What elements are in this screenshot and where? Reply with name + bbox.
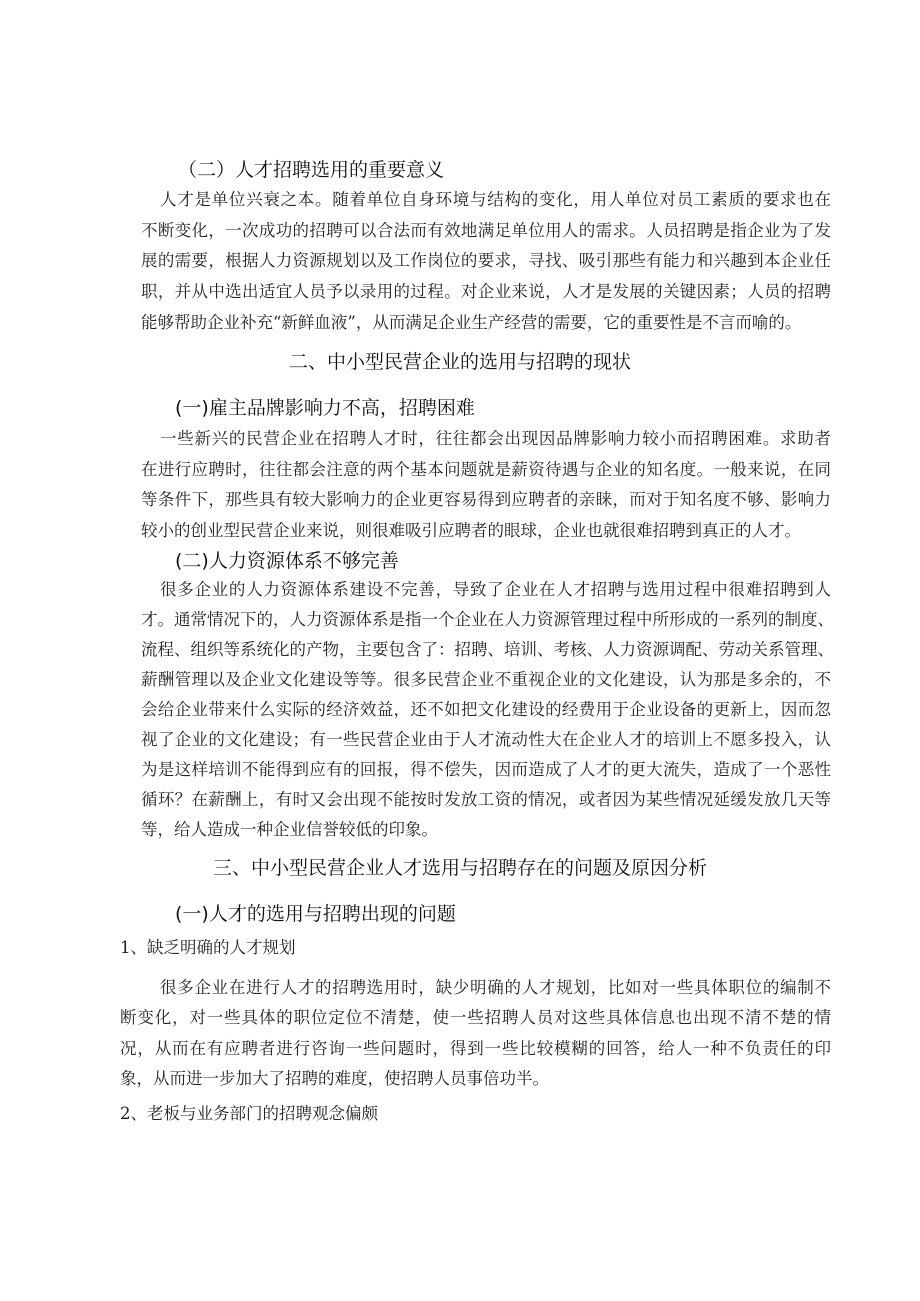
text-line: 循环？在薪酬上，有时又会出现不能按时发放工资的情况，或者因为某些情况延缓发放几天等 bbox=[141, 790, 831, 809]
paragraph bbox=[141, 424, 831, 547]
text-line: 为是这样培训不能得到应有的回报，得不偿失，因而造成了人才的更大流失，造成了一个恶性 bbox=[141, 760, 831, 779]
text-line: 展的需要，根据人力资源规划以及工作岗位的要求，寻找、吸引那些有能力和兴趣到本企业任 bbox=[141, 251, 831, 271]
text-line: 流程、组织等系统化的产物，主要包含了：招聘、培训、考核、人力资源调配、劳动关系管理、 bbox=[141, 640, 834, 659]
text-line: 等，给人造成一种企业信誉较低的印象。 bbox=[141, 820, 438, 839]
text-line: 人才是单位兴衰之本。随着单位自身环境与结构的变化，用人单位对员工素质的要求也在 bbox=[160, 190, 831, 209]
text-line: 一些新兴的民营企业在招聘人才时，往往都会出现因品牌影响力较小而招聘困难。求助者 bbox=[160, 429, 831, 448]
text-line: 况，从而在有应聘者进行咨询一些问题时，得到一些比较模糊的回答，给人一种不负责任的印 bbox=[120, 1038, 831, 1058]
text-line: 薪酬管理以及企业文化建设等等。很多民营企业不重视企业的文化建设，认为那是多余的，不 bbox=[141, 670, 831, 689]
section-heading: 二、中小型民营企业的选用与招聘的现状 bbox=[288, 351, 631, 373]
text-line: 很多企业在进行人才的招聘选用时，缺少明确的人才规划，比如对一些具体职位的编制不 bbox=[160, 978, 831, 997]
text-line: 断变化，对一些具体的职位定位不清楚，使一些招聘人员对这些具体信息也出现不清不楚的情 bbox=[120, 1008, 831, 1028]
text-line: 等条件下，那些具有较大影响力的企业更容易得到应聘者的亲睐，而对于知名度不够、影响力 bbox=[141, 490, 831, 510]
paragraph bbox=[120, 973, 831, 1094]
text-line: 较小的创业型民营企业来说，则很难吸引应聘者的眼球，企业也就很难招聘到真正的人才。 bbox=[141, 521, 801, 541]
subsection-heading: (一)雇主品牌影响力不高，招聘困难 bbox=[175, 397, 475, 419]
text-line: 会给企业带来什么实际的经济效益，还不如把文化建设的经费用于企业设备的更新上，因而忽 bbox=[141, 700, 831, 719]
text-line: 在进行应聘时，往往都会注意的两个基本问题就是薪资待遇与企业的知名度。一般来说，在同 bbox=[141, 459, 831, 479]
subsection-heading: (一)人才的选用与招聘出现的问题 bbox=[175, 903, 456, 925]
text-line: 能够帮助企业补充“新鲜血液”，从而满足企业生产经营的需要，它的重要性是不言而喻的。 bbox=[141, 312, 802, 332]
text-line: 很多企业的人力资源体系建设不完善，导致了企业在人才招聘与选用过程中很难招聘到人 bbox=[160, 580, 831, 599]
list-item-heading: 2、老板与业务部门的招聘观念偏颇 bbox=[120, 1104, 378, 1123]
text-line: 才。通常情况下的，人力资源体系是指一个企业在人力资源管理过程中所形成的一系列的制度、 bbox=[141, 610, 834, 629]
text-line: 职，并从中选出适宜人员予以录用的过程。对企业来说，人才是发展的关键因素；人员的招聘 bbox=[141, 282, 831, 302]
text-line: 象，从而进一步加大了招聘的难度，使招聘人员事倍功半。 bbox=[120, 1068, 549, 1088]
paragraph bbox=[141, 185, 831, 338]
section-heading: 三、中小型民营企业人才选用与招聘存在的问题及原因分析 bbox=[212, 857, 707, 879]
subsection-heading: （二）人才招聘选用的重要意义 bbox=[178, 159, 445, 181]
text-line: 不断变化，一次成功的招聘可以合法而有效地满足单位用人的需求。人员招聘是指企业为了发 bbox=[141, 220, 831, 240]
paragraph bbox=[141, 575, 834, 845]
text-line: 视了企业的文化建设；有一些民营企业由于人才流动性大在企业人才的培训上不愿多投入，认 bbox=[141, 730, 831, 749]
list-item-heading: 1、缺乏明确的人才规划 bbox=[120, 938, 296, 957]
subsection-heading: (二)人力资源体系不够完善 bbox=[175, 550, 399, 572]
